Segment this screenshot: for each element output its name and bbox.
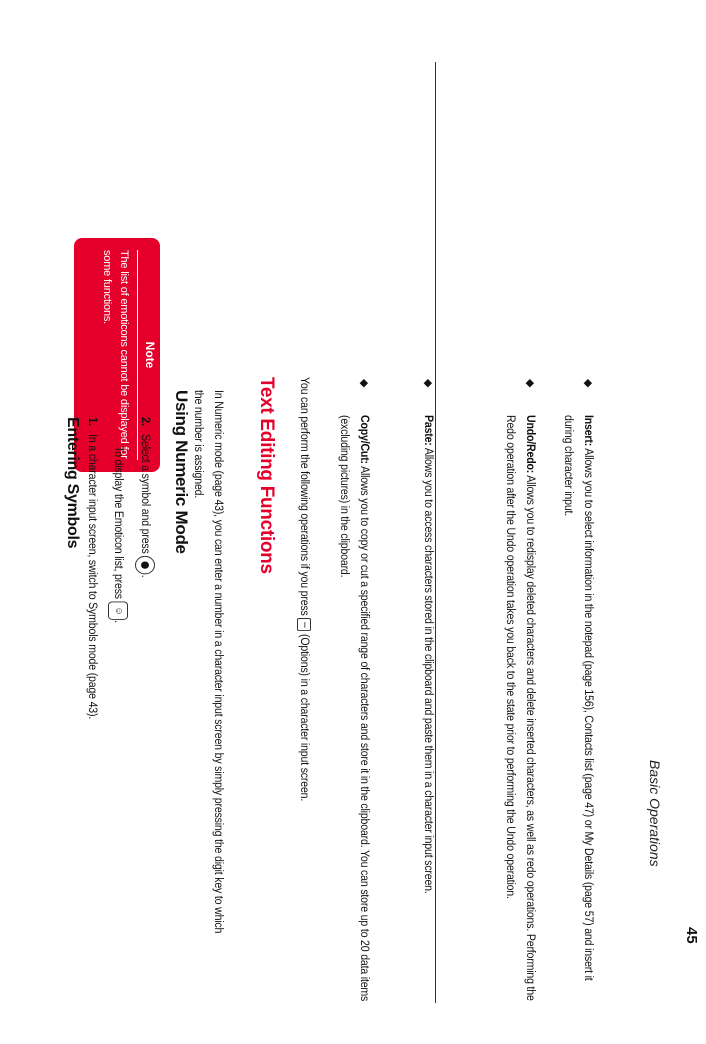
diamond-bullet-icon: ◆ (422, 379, 434, 388)
diamond-bullet-icon: ◆ (358, 379, 370, 388)
desc-insert: Allows you to select information in the notepad (page 156), Contacts list (page 47) or My Details (page 57) and insert it during character input. (562, 415, 594, 981)
step-2-text: Select a symbol and press (139, 434, 151, 554)
page-number: 45 (683, 927, 700, 944)
desc-paste: Allows you to access characters stored in the clipboard and paste them in a character input screen. (422, 447, 434, 894)
text-editing-list (334, 377, 374, 1017)
step-1-text: In a character input screen, switch to Symbols mode (page 43). (86, 434, 98, 720)
note-title: Note (143, 341, 157, 369)
center-key-icon (135, 556, 155, 574)
intro-part-b: (Options) in a character input screen. (298, 634, 310, 802)
emoticon-key-icon: ☺ (108, 602, 128, 620)
list-item-paste (418, 377, 438, 1017)
entering-symbols-heading: Entering Symbols (64, 417, 81, 549)
text-editing-list-4 (558, 377, 598, 1017)
text-editing-list-2 (418, 377, 438, 1017)
term-undo-redo: Undo/Redo: (524, 415, 536, 474)
term-copy-cut: Copy/Cut: (358, 415, 370, 464)
text-editing-list-3 (500, 377, 540, 1017)
desc-undo-redo: Allows you to redisplay deleted characters and delete inserted characters, as well as redo operations. Performing the Redo operation after the Undo operation takes you back to the state prior to performing the Undo operation. (504, 415, 536, 1001)
desc-copy-cut: Allows you to copy or cut a specified range of characters and store it in the clipboard. You can store up to 20 data items (excluding pictures) in the clipboard. (338, 415, 370, 1002)
note-text: The list of emoticons cannot be displayed for some functions. (101, 250, 130, 459)
step-2: 2. Select a symbol and press . (135, 417, 156, 1015)
numeric-mode-body (188, 390, 228, 950)
term-paste: Paste: (422, 415, 434, 446)
numeric-mode-text: In Numeric mode (page 43), you can enter a number in a character input screen by simply pressing the digit key to which the number is assigned. (192, 390, 224, 934)
entering-symbols-section (63, 417, 81, 548)
intro-part-a: You can perform the following operations if you press (298, 377, 310, 616)
diamond-bullet-icon: ◆ (582, 379, 594, 388)
options-key-icon: – (297, 618, 311, 631)
text-editing-intro (294, 377, 314, 997)
numeric-mode-heading: Using Numeric Mode (172, 390, 191, 554)
term-insert: Insert: (582, 415, 594, 447)
text-editing-section (255, 377, 277, 574)
step-1-sub: To display the Emoticon list, press ☺. (108, 446, 128, 1044)
list-item-copy-cut (334, 377, 374, 1017)
step-1-number: 1. (86, 417, 100, 426)
step-1-sub-text: To display the Emoticon list, press (111, 446, 124, 599)
text-editing-heading: Text Editing Functions (256, 377, 277, 574)
step-2-number: 2. (139, 417, 153, 426)
footer-section-label: Basic Operations (647, 760, 663, 867)
diamond-bullet-icon: ◆ (524, 379, 536, 388)
list-item-insert (558, 377, 598, 1017)
list-item-undo-redo (500, 377, 540, 1017)
step-1 (82, 417, 103, 1015)
